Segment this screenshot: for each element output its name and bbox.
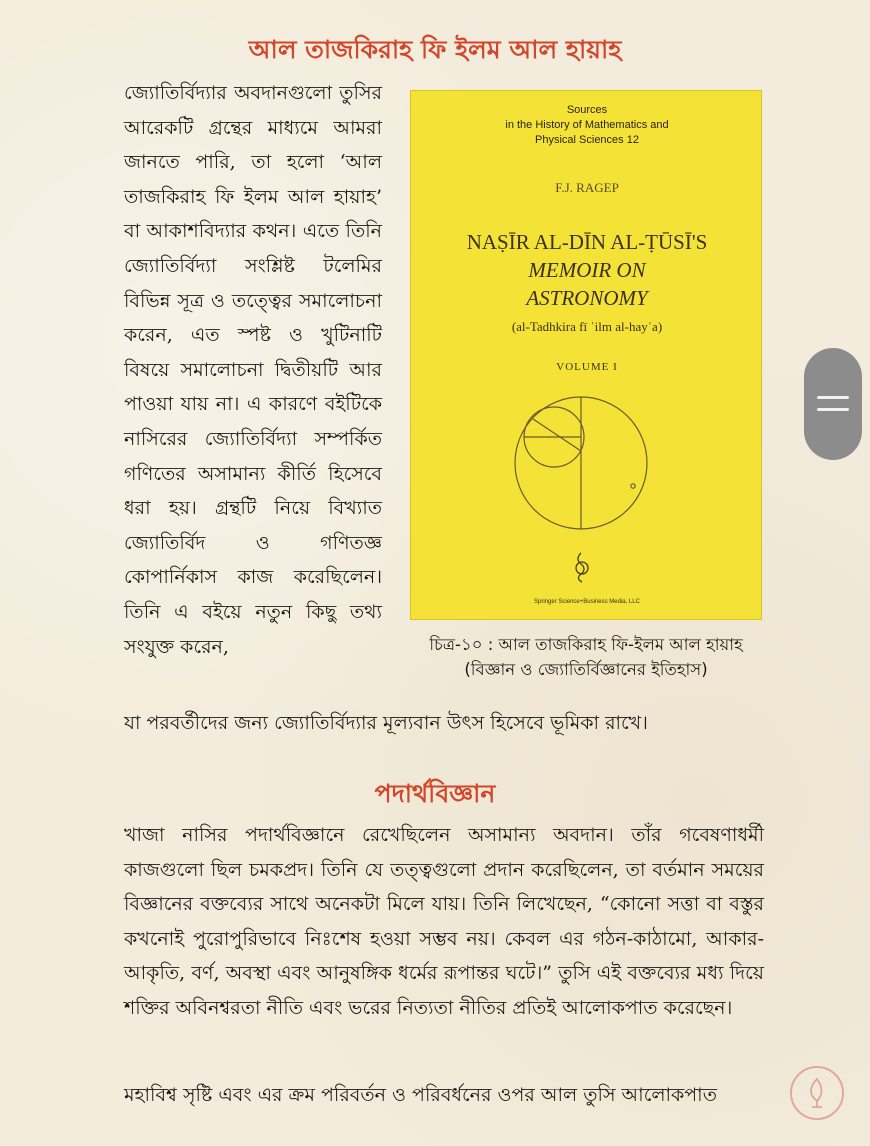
book-title-line1: NAṢĪR AL-DĪN AL-ṬŪSĪ'S [466,230,708,254]
book-series-line2: in the History of Mathematics and [505,119,669,131]
section-heading-tadhkira: আল তাজকিরাহ ফি ইলম আল হায়াহ [248,35,622,64]
book-series-line3: Physical Sciences 12 [535,134,639,146]
book-series-line1: Sources [566,104,608,116]
book-volume: VOLUME I [556,361,618,373]
springer-logo-icon [576,553,588,582]
paragraph-universe: মহাবিশ্ব সৃষ্টি এবং এর ক্রম পরিবর্তন ও পরিবর্ধনের ওপর আল তুসি আলোকপাত [124,1084,717,1106]
section-heading-physics: পদার্থবিজ্ঞান [374,779,496,808]
tusi-couple-diagram [515,397,647,529]
paragraph-tadhkira-continuation: যা পরবর্তীদের জন্য জ্যোতির্বিদ্যার মূল্যবান উৎস হিসেবে ভূমিকা রাখে। [124,712,648,734]
book-title-line2: MEMOIR ON [528,258,646,282]
publisher-logo-icon [790,1066,844,1120]
figure-caption-line2: (বিজ্ঞান ও জ্যোতির্বিজ্ঞানের ইতিহাস) [464,660,708,679]
book-subtitle: (al-Tadhkira fī ʿilm al-hayʾa) [511,319,663,334]
book-cover-figure [410,90,762,620]
paragraph-physics: খাজা নাসির পদার্থবিজ্ঞানে রেখেছিলেন অসামান্য অবদান। তাঁর গবেষণাধর্মী কাজগুলো ছিল চমকপ্রদ। তিনি যে তত্ত্বগুলো প্রদান করেছিলেন, তা বর্তমান সময়ের বিজ্ঞানের বক্তব্যের সাথে অনেকটা মিলে যায়। তিনি লিখেছেন, “কোনো সত্তা বা বস্তুর কখনোই পুরোপুরিভাবে নিঃশেষ হওয়া সম্ভব নয়। কেবল এর গঠন-কাঠামো, আকার-আকৃতি, বর্ণ, অবস্থা এবং আনুষঙ্গিক ধর্মের রূপান্তর ঘটে।” তুসি এই বক্তব্যের মধ্য দিয়ে শক্তির অবিনশ্বরতা নীতি এবং ভরের নিত্যতা নীতির প্রতিই আলোকপাত করেছেন। [124,824,764,1019]
figure-caption-line1: চিত্র-১০ : আল তাজকিরাহ ফি-ইলম আল হায়াহ [429,635,743,654]
book-publisher: Springer Science+Business Media, LLC [534,599,640,605]
scroll-handle[interactable] [804,348,862,460]
figure-caption [404,632,768,682]
book-author: F.J. RAGEP [555,180,619,195]
book-title-line3: ASTRONOMY [526,286,648,310]
paragraph-tadhkira: জ্যোতির্বিদ্যার অবদানগুলো তুসির আরেকটি গ্রন্থের মাধ্যমে আমরা জানতে পারি, তা হলো ‘আল তাজকিরাহ ফি ইলম আল হায়াহ’ বা আকাশবিদ্যার কথন। এতে তিনি জ্যোতির্বিদ্যা সংশ্লিষ্ট টলেমির বিভিন্ন সূত্র ও তত্ত্বের সমালোচনা করেন, এত স্পষ্ট ও খুটিনাটি বিষয়ে সমালোচনা দ্বিতীয়টি আর পাওয়া যায় না। এ কারণে বইটিকে নাসিরের জ্যোতির্বিদ্যা সম্পর্কিত গণিতের অসামান্য কীর্তি হিসেবে ধরা হয়। গ্রন্থটি নিয়ে বিখ্যাত জ্যোতির্বিদ ও গণিতজ্ঞ কোপার্নিকাস কাজ করেছিলেন। তিনি এ বইয়ে নতুন কিছু তথ্য সংযুক্ত করেন, [124,82,382,658]
